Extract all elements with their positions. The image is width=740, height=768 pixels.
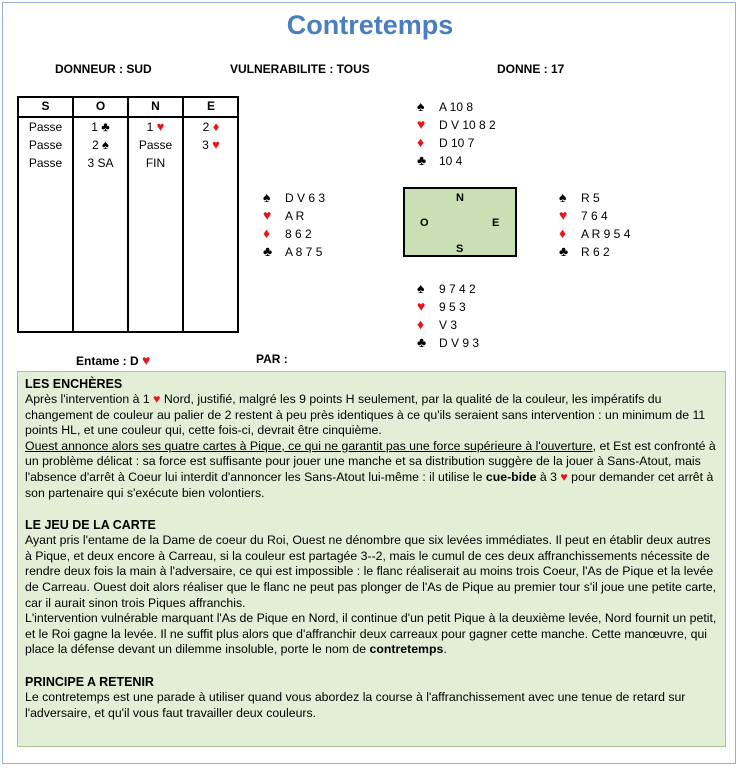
heart-icon: ♥: [559, 207, 568, 223]
bidding-column-o: [74, 98, 129, 331]
heart-icon: ♥: [417, 116, 426, 132]
club-icon: ♣: [263, 243, 273, 259]
bid-cell: 2 ♦: [202, 119, 220, 134]
principe-paragraph: Le contretemps est une parade à utiliser quand vous abordez la course à l'affranchissement avec une tenue de retard sur l'adversaire, et qu'il vous faut travailler deux couleurs.: [25, 689, 686, 720]
hand-row: ♣ D V 9 3: [417, 334, 480, 350]
section-title-principe: PRINCIPE A RETENIR: [25, 674, 154, 689]
heart-icon: ♥: [156, 119, 165, 134]
compass-south: S: [456, 243, 464, 255]
bid-cell: FIN: [145, 156, 166, 170]
heart-icon: ♥: [212, 137, 220, 152]
hand-row: ♦ 8 6 2: [263, 225, 312, 241]
heart-icon: ♥: [560, 469, 568, 484]
heart-icon: ♥: [142, 352, 151, 368]
hand-row: ♥ A R: [263, 207, 305, 223]
entame-label: Entame : D ♥: [76, 352, 151, 368]
club-icon: ♣: [417, 152, 427, 168]
spade-icon: ♠: [263, 189, 271, 205]
spade-icon: ♠: [102, 137, 109, 152]
diamond-icon: ♦: [417, 316, 425, 332]
hand-row: ♣ R 6 2: [559, 243, 610, 259]
compass-west: O: [420, 217, 429, 229]
hand-row: ♠ R 5: [559, 189, 600, 205]
hand-row: ♣ 10 4: [417, 152, 463, 168]
hand-east: [559, 188, 630, 260]
hand-row: ♠ 9 7 4 2: [417, 280, 476, 296]
bidding-column-e: [184, 98, 238, 331]
bidding-header-s: S: [19, 98, 72, 118]
heart-icon: ♥: [263, 207, 272, 223]
bid-cell: 3 ♥: [202, 137, 220, 152]
diamond-icon: ♦: [263, 225, 271, 241]
hand-row: ♥ D V 10 8 2: [417, 116, 496, 132]
bidding-header-e: E: [184, 98, 238, 118]
hand-south: [417, 279, 479, 351]
section-title-jeu: LE JEU DE LA CARTE: [25, 518, 156, 533]
jeu-paragraph-1: Ayant pris l'entame de la Dame de coeur du Roi, Ouest ne dénombre que six levées immédiates. Il peut en établir deux autres à Pique, et deux encore à Carreau, si la couleur est partagée 3--2, mais le cumul de ces deux affranchissements nécessite de rendre deux fois la main à l'adversaire, ce qui est impossible : le flanc réaliserait au moins trois Coeur, l'As de Pique et la levée de Carreau. Ouest doit alors réaliser que le flanc ne peut pas plonger de l'As de Pique au premier tour s'il joue une petite carte, car il aurait sinon trois Piques affranchis.: [25, 533, 716, 610]
hand-row: ♣ A 8 7 5: [263, 243, 323, 259]
compass-table: [403, 187, 517, 257]
hand-west: [263, 188, 325, 260]
diamond-icon: ♦: [417, 134, 425, 150]
bidding-column-n: [129, 98, 184, 331]
encheres-paragraph-2: Ouest annonce alors ses quatre cartes à Pique, ce qui ne garantit pas une force supérieure à l'ouverture, et Est est confronté à un problème délicat : sa force est suffisante pour jouer une manche et sa distribution suggère de la jouer à Sans-Atout, mais l'absence d'arrêt à Coeur lui interdit d'annoncer les Sans-Atout lui-même : il utilise le cue-bide à 3 ♥ pour demander cet arrêt à son partenaire qui s'exécute bien volontiers.: [25, 438, 716, 500]
donne-label: DONNE : 17: [497, 62, 565, 76]
hand-row: ♠ D V 6 3: [263, 189, 326, 205]
diamond-icon: ♦: [212, 119, 220, 134]
page-title: Contretemps: [286, 10, 454, 40]
donneur-label: DONNEUR : SUD: [55, 62, 152, 76]
spade-icon: ♠: [417, 98, 425, 114]
par-label: PAR :: [256, 352, 288, 366]
club-icon: ♣: [101, 119, 110, 134]
club-icon: ♣: [417, 334, 427, 350]
club-icon: ♣: [559, 243, 569, 259]
spade-icon: ♠: [417, 280, 425, 296]
bid-cell: [184, 154, 238, 172]
vulnerabilite-label: VULNERABILITE : TOUS: [230, 62, 370, 76]
bid-cell: 1 ♣: [91, 119, 110, 134]
hand-north: [417, 97, 496, 169]
spade-icon: ♠: [559, 189, 567, 205]
compass-north: N: [456, 192, 464, 204]
hand-row: ♠ A 10 8: [417, 98, 474, 114]
bid-cell: 3 SA: [87, 156, 114, 170]
bidding-table: [17, 96, 239, 333]
hand-row: ♦ V 3: [417, 316, 458, 332]
bidding-header-o: O: [74, 98, 127, 118]
hand-row: ♦ A R 9 5 4: [559, 225, 631, 241]
bid-cell: Passe: [28, 156, 63, 170]
heart-icon: ♥: [153, 392, 161, 406]
bid-cell: 2 ♠: [92, 137, 109, 152]
encheres-paragraph-1: Après l'intervention à 1 ♥ Nord, justifié, malgré les 9 points H seulement, par la qualité de la couleur, les impératifs du changement de couleur au palier de 2 restent à peu près identiques à ce qu'ils seraient sans intervention : un minimum de 11 points HL, et une couleur qui, cette fois-ci, devrait être cinquième.: [25, 392, 706, 438]
bidding-column-s: [19, 98, 74, 331]
commentary-box: [17, 371, 726, 747]
bid-cell: Passe: [138, 138, 173, 152]
bid-cell: 1 ♥: [146, 119, 165, 134]
hand-row: ♥ 9 5 3: [417, 298, 466, 314]
bid-cell: Passe: [28, 120, 63, 134]
hand-row: ♥ 7 6 4: [559, 207, 608, 223]
bid-cell: Passe: [28, 138, 63, 152]
heart-icon: ♥: [417, 298, 426, 314]
compass-east: E: [492, 217, 500, 229]
bidding-header-n: N: [129, 98, 182, 118]
hand-row: ♦ D 10 7: [417, 134, 475, 150]
diamond-icon: ♦: [559, 225, 567, 241]
section-title-encheres: LES ENCHÈRES: [25, 377, 123, 391]
jeu-paragraph-2: L'intervention vulnérable marquant l'As de Pique en Nord, il continue d'un petit Pique à la deuxième levée, Nord fournit un petit, et le Roi gagne la levée. Il ne suffit plus alors que d'affranchir deux carreaux pour gagner cette manche. Cette manœuvre, qui place la défense devant un dilemme insoluble, porte le nom de contretemps.: [25, 611, 717, 657]
